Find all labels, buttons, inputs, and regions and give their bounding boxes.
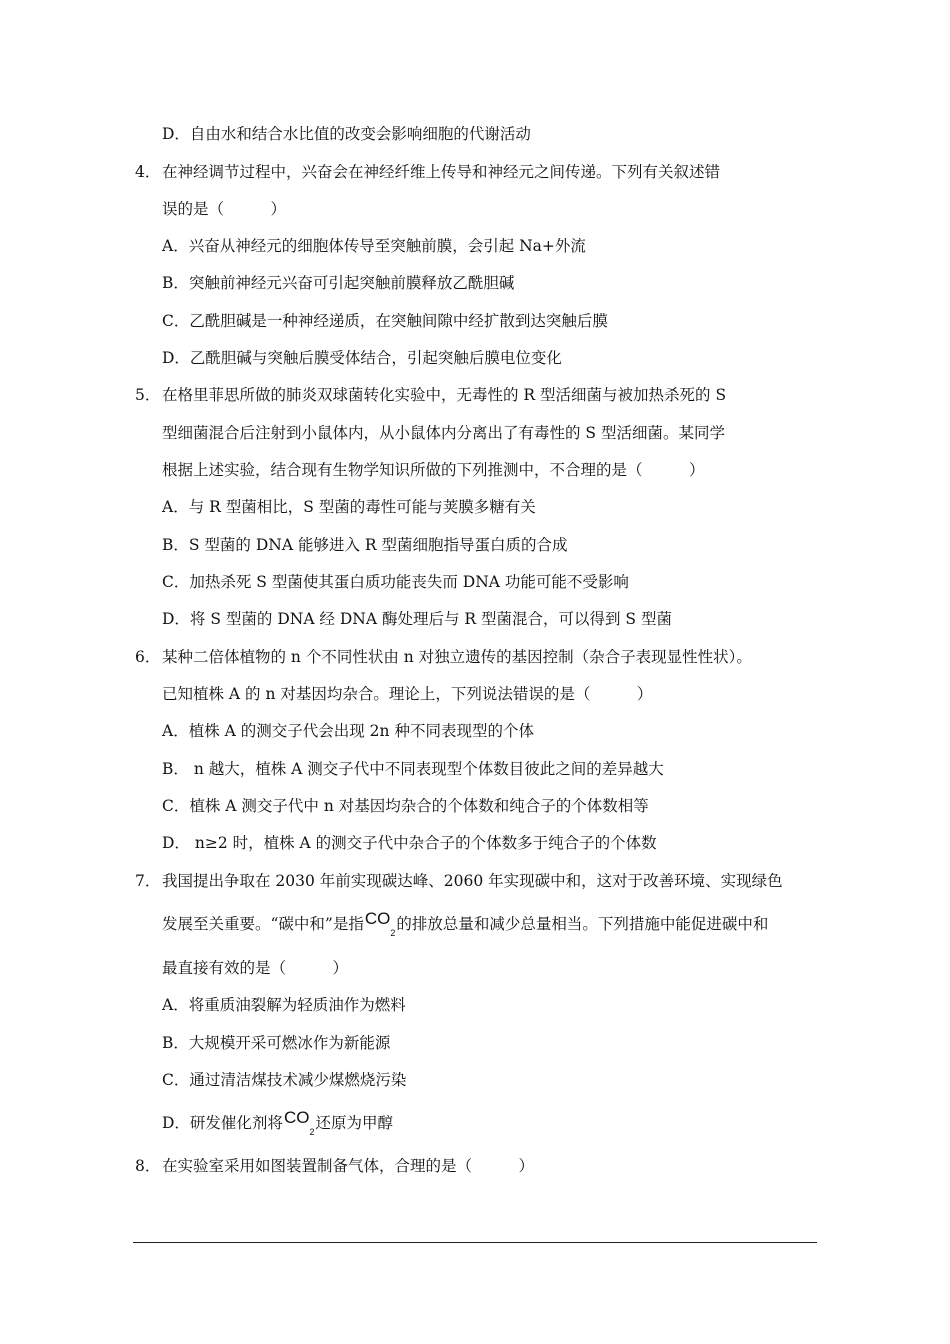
option-a: A．植株 A 的测交子代会出现 2n 种不同表现型的个体 xyxy=(162,722,534,740)
question-stem: 在实验室采用如图装置制备气体，合理的是（ ） xyxy=(162,1157,535,1175)
question-stem-cont xyxy=(162,909,769,940)
question-stem-cont: 根据上述实验，结合现有生物学知识所做的下列推测中，不合理的是（ ） xyxy=(162,461,705,479)
option-a: A．与 R 型菌相比，S 型菌的毒性可能与荚膜多糖有关 xyxy=(162,498,536,516)
option-c: C．加热杀死 S 型菌使其蛋白质功能丧失而 DNA 功能可能不受影响 xyxy=(162,573,629,591)
option-d xyxy=(162,1108,393,1139)
question-number: 7． xyxy=(135,872,161,890)
question-7-line-1 xyxy=(135,871,783,891)
question-stem-cont: 误的是（ ） xyxy=(162,200,287,218)
question-stem: 某种二倍体植物的 n 个不同性状由 n 对独立遗传的基因控制（杂合子表现显性性状）。 xyxy=(162,648,752,666)
stem-text: 发展至关重要。“碳中和”是指 xyxy=(162,915,364,933)
option-b: B．大规模开采可燃冰作为新能源 xyxy=(162,1034,391,1052)
option-d: D．乙酰胆碱与突触后膜受体结合，引起突触后膜电位变化 xyxy=(162,349,562,367)
co2-formula xyxy=(364,909,396,939)
question-stem: 在神经调节过程中，兴奋会在神经纤维上传导和神经元之间传递。下列有关叙述错 xyxy=(162,163,721,181)
option-text: 还原为甲醇 xyxy=(315,1114,393,1132)
option-a: A．兴奋从神经元的细胞体传导至突触前膜，会引起 Na+外流 xyxy=(162,237,586,255)
option-b: B． n 越大，植株 A 测交子代中不同表现型个体数目彼此之间的差异越大 xyxy=(162,760,664,778)
formula-subscript: 2 xyxy=(390,928,396,939)
question-8-line-1 xyxy=(135,1156,534,1176)
question-stem-cont: 最直接有效的是（ ） xyxy=(162,959,349,977)
question-number: 6． xyxy=(135,648,161,666)
question-number: 4． xyxy=(135,163,161,181)
option-c: C．通过清洁煤技术减少煤燃烧污染 xyxy=(162,1071,407,1089)
stem-text: 的排放总量和减少总量相当。下列措施中能促进碳中和 xyxy=(396,915,769,933)
option-c: C．乙酰胆碱是一种神经递质，在突触间隙中经扩散到达突触后膜 xyxy=(162,312,608,330)
question-5-line-1 xyxy=(135,385,726,405)
option-c: C．植株 A 测交子代中 n 对基因均杂合的个体数和纯合子的个体数相等 xyxy=(162,797,649,815)
question-number: 8． xyxy=(135,1157,161,1175)
option-a: A．将重质油裂解为轻质油作为燃料 xyxy=(162,996,406,1014)
footer-divider xyxy=(133,1242,817,1243)
question-stem-cont: 已知植株 A 的 n 对基因均杂合。理论上，下列说法错误的是（ ） xyxy=(162,685,653,703)
question-6-line-1 xyxy=(135,647,752,667)
question-number: 5． xyxy=(135,386,161,404)
co2-formula xyxy=(283,1108,315,1138)
option-text: D．研发催化剂将 xyxy=(162,1114,283,1132)
formula-text: CO xyxy=(283,1108,310,1127)
option-d: D．将 S 型菌的 DNA 经 DNA 酶处理后与 R 型菌混合，可以得到 S 型菌 xyxy=(162,610,672,628)
option-b: B．S 型菌的 DNA 能够进入 R 型菌细胞指导蛋白质的合成 xyxy=(162,536,568,554)
option-3-d: D．自由水和结合水比值的改变会影响细胞的代谢活动 xyxy=(162,125,531,143)
question-stem: 在格里菲思所做的肺炎双球菌转化实验中，无毒性的 R 型活细菌与被加热杀死的 S xyxy=(162,386,727,404)
question-stem: 我国提出争取在 2030 年前实现碳达峰、2060 年实现碳中和，这对于改善环境、实现绿色 xyxy=(162,872,783,890)
question-stem-cont: 型细菌混合后注射到小鼠体内，从小鼠体内分离出了有毒性的 S 型活细菌。某同学 xyxy=(162,424,725,442)
formula-text: CO xyxy=(364,909,391,928)
question-4-line-1 xyxy=(135,162,720,182)
formula-subscript: 2 xyxy=(309,1127,315,1138)
option-b: B．突触前神经元兴奋可引起突触前膜释放乙酰胆碱 xyxy=(162,274,515,292)
option-d: D． n≥2 时，植株 A 的测交子代中杂合子的个体数多于纯合子的个体数 xyxy=(162,834,657,852)
